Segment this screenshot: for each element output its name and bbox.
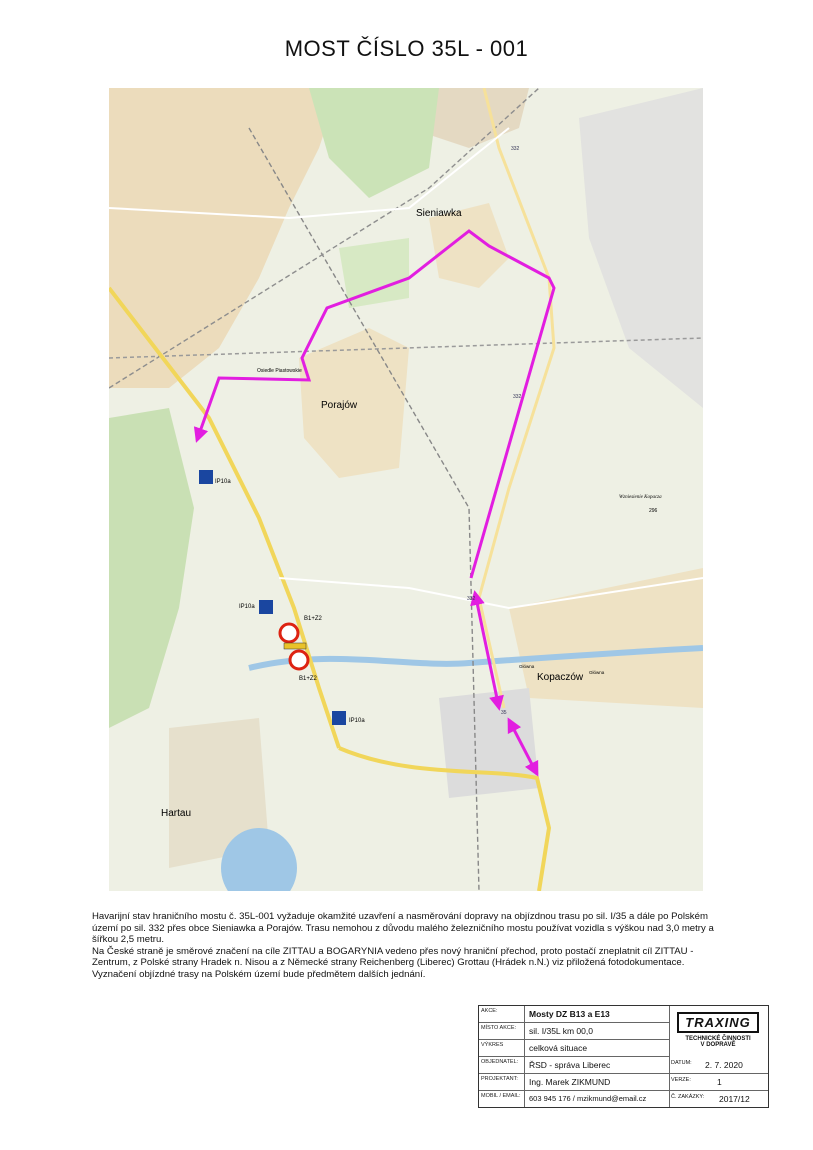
ip10a-sign-icon-2 — [259, 600, 273, 614]
tb-label-datum: DATUM: — [671, 1060, 692, 1066]
title-block — [478, 1005, 769, 1108]
tb-row-zakazka — [669, 1091, 768, 1107]
tb-meta — [669, 1057, 768, 1107]
description-p3: Vyznačení objízdné trasy na Polském území bude předmětem dalších jednání. — [92, 968, 426, 980]
label-ip10a-2: IP10a — [239, 604, 255, 610]
tb-value-projektant: Ing. Marek ZIKMUND — [529, 1077, 611, 1087]
industrial-area — [439, 688, 539, 798]
tb-label-objednatel: OBJEDNATEL: — [481, 1059, 519, 1065]
label-kopaczow: Kopaczów — [537, 672, 584, 683]
label-hartau: Hartau — [161, 808, 192, 819]
tb-divider-left — [524, 1006, 525, 1107]
closure-sign-south[interactable] — [290, 651, 308, 669]
tb-label-zakazka: Č. ZAKÁZKY: — [671, 1094, 705, 1100]
tb-label-verze: VERZE: — [671, 1077, 691, 1083]
park-area — [339, 238, 409, 308]
traxing-logo — [669, 1009, 767, 1055]
ip10a-sign-icon-3 — [332, 711, 346, 725]
map[interactable] — [109, 88, 703, 891]
description — [92, 911, 732, 981]
description-p1: Havarijní stav hraničního mostu č. 35L-001 vyžaduje okamžité uzavření a nasměrování dopravy na objízdnou trasu po sil. I/35 a dále po Polském území po sil. 332 přes obce Sieniawka a Porajów. Trasu nemohou z důvodu malého železničního mostu používat vozidla s výškou nad 3,0 metry a šířkou 2,5 metru. — [92, 911, 714, 946]
tb-value-objednatel: ŘSD - správa Liberec — [529, 1060, 611, 1070]
tb-value-verze: 1 — [717, 1077, 722, 1087]
tb-row-vykres — [479, 1040, 669, 1057]
tb-row-akce — [479, 1006, 669, 1023]
page-title: MOST ČÍSLO 35L - 001 — [284, 36, 529, 61]
label-porajow: Porajów — [321, 400, 358, 411]
label-elevation: 296 — [649, 508, 658, 514]
label-b1z2-1: B1+Z2 — [304, 616, 322, 622]
tb-value-misto: sil. I/35L km 00,0 — [529, 1026, 593, 1036]
logo-wordmark: TRAXING — [677, 1012, 759, 1033]
road-label-332-3: 332 — [513, 394, 522, 400]
tb-value-akce: Mosty DZ B13 a E13 — [529, 1009, 610, 1019]
tb-value-datum: 2. 7. 2020 — [705, 1060, 743, 1070]
tb-row-verze — [669, 1074, 768, 1091]
street-label-glowna-1: Główna — [589, 670, 605, 675]
logo-tagline-2: V DOPRAVĚ — [700, 1042, 736, 1048]
road-label-332: 332 — [467, 596, 476, 602]
label-osiedle: Osiedle Piastowskie — [257, 368, 302, 374]
label-wzniesienie: Wzniesienie Kopacza — [619, 495, 662, 500]
street-label-glowna-2: Główna — [519, 664, 535, 669]
road-label-35: 35 — [501, 710, 507, 716]
tb-value-zakazka: 2017/12 — [719, 1094, 750, 1104]
tb-label-akce: AKCE: — [481, 1008, 498, 1014]
label-ip10a-3: IP10a — [349, 718, 365, 724]
label-ip10a-1: IP10a — [215, 479, 231, 485]
label-sieniawka: Sieniawka — [416, 208, 462, 219]
tb-value-mobil: 603 945 176 / mzikmund@email.cz — [529, 1094, 647, 1103]
tb-label-projektant: PROJEKTANT: — [481, 1076, 518, 1082]
map-canvas[interactable] — [109, 88, 703, 891]
label-b1z2-2: B1+Z2 — [299, 676, 317, 682]
tb-row-datum — [669, 1057, 768, 1074]
tb-label-misto: MÍSTO AKCE: — [481, 1025, 517, 1031]
road-label-332-2: 332 — [511, 146, 520, 152]
tb-value-vykres: celková situace — [529, 1043, 588, 1053]
tb-row-misto — [479, 1023, 669, 1040]
barrier-icon — [284, 643, 306, 649]
ip10a-sign-icon — [199, 470, 213, 484]
tb-label-vykres: VÝKRES — [481, 1042, 504, 1048]
description-p2: Na České straně je směrové značení na cíle ZITTAU a BOGARYNIA vedeno přes nový hraniční přechod, proto postačí zneplatnit cíl ZITTAU - Zentrum, z Polské strany Hradek n. Nisou a z Německé strany Reichenberg (Liberec) Grottau (Hrádek n.N.) viz přiložená fotodokumentace. — [92, 945, 694, 969]
tb-label-mobil: MOBIL / EMAIL: — [481, 1093, 521, 1099]
logo-tagline-1: TECHNICKÉ ČINNOSTI — [685, 1036, 751, 1042]
closure-sign-north[interactable] — [280, 624, 298, 642]
